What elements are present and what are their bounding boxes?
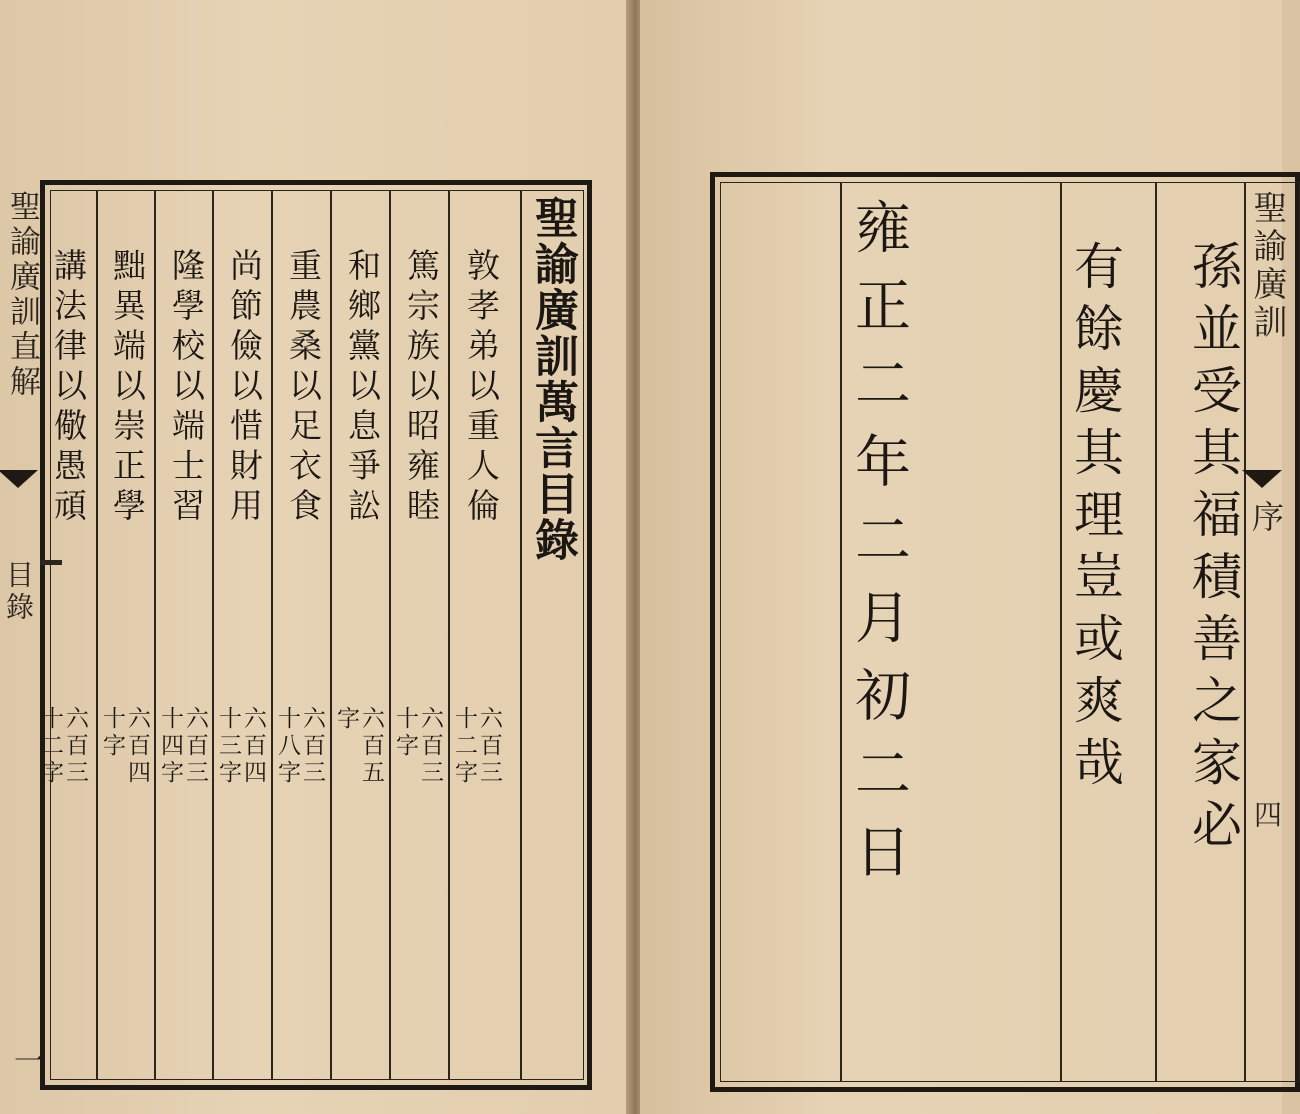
toc-count-line: 十八字 [274,706,300,787]
toc-count [334,706,382,816]
column-rule [154,190,156,1080]
fishtail-mark [0,470,38,488]
right-margin-title: 聖諭廣訓 [1247,190,1287,342]
fishtail-mark [1242,470,1282,488]
toc-count-line: 六百三 [417,706,443,787]
column-rule [448,190,450,1080]
left-margin-section: 目錄 [2,560,35,624]
right-margin-page-number: 四 [1250,800,1283,832]
toc-entry: 黜異端以崇正學 [108,248,147,528]
left-margin-title: 聖諭廣訓直解 [4,190,40,400]
column-rule [840,182,842,1082]
right-margin-section: 序 [1247,500,1285,536]
date-line: 雍正二年二月初二日 [846,198,911,900]
column-rule [389,190,391,1080]
toc-count [100,706,148,816]
toc-count-line: 十字 [392,706,418,760]
toc-entry: 講法律以儆愚頑 [49,248,88,528]
preface-line: 孫並受其福積善之家必 [1184,240,1242,860]
toc-count [275,706,323,816]
column-rule [1060,182,1062,1082]
toc-count-line: 六百四 [240,706,266,787]
toc-count-line: 十字 [99,706,125,760]
toc-title: 聖諭廣訓萬言目錄 [527,195,578,563]
toc-entry: 敦孝弟以重人倫 [462,248,501,528]
toc-count [38,706,86,816]
toc-count [452,706,500,816]
column-rule [520,190,522,1080]
preface-line: 有餘慶其理豈或爽哉 [1066,240,1124,798]
column-rule [271,190,273,1080]
column-rule [96,190,98,1080]
toc-entry: 隆學校以端士習 [167,248,206,528]
toc-count-line: 六百四 [124,706,150,787]
left-page [0,0,630,1114]
column-rule [330,190,332,1080]
frame-notch [40,560,62,565]
toc-count [216,706,264,816]
toc-count-line: 六百三 [182,706,208,787]
column-rule [1244,182,1246,1082]
toc-count-line: 十三字 [215,706,241,787]
toc-count-line: 六百五 [358,706,384,787]
toc-entry: 重農桑以足衣食 [284,248,323,528]
toc-count [158,706,206,816]
toc-count-line: 字 [333,706,359,733]
toc-count-line: 十四字 [157,706,183,787]
left-margin-page-number: 一 [8,1045,43,1079]
toc-count-line: 十二字 [37,706,63,787]
toc-count-line: 六百三 [476,706,502,787]
toc-entry: 和鄉黨以息爭訟 [343,248,382,528]
toc-entry: 尚節儉以惜財用 [225,248,264,528]
right-page [640,0,1287,1114]
toc-count-line: 六百三 [299,706,325,787]
column-rule [1155,182,1157,1082]
toc-count-line: 十二字 [451,706,477,787]
toc-count [393,706,441,816]
toc-entry: 篤宗族以昭雍睦 [402,248,441,528]
column-rule [212,190,214,1080]
toc-count-line: 六百三 [62,706,88,787]
